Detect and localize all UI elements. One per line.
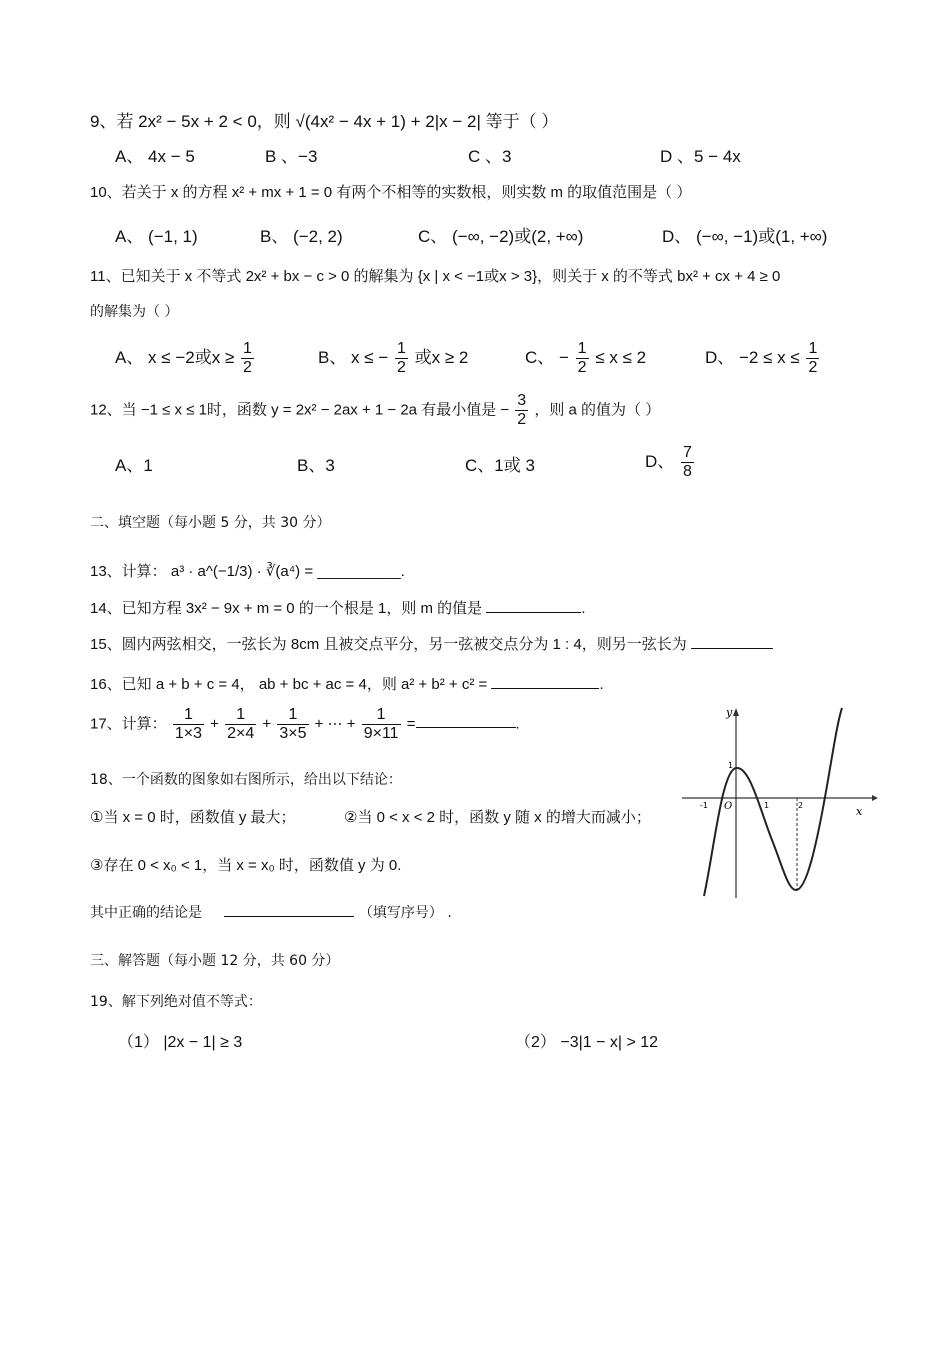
q9-option-a: A、 4x − 5: [115, 147, 195, 166]
q12-stem-fraction: [515, 392, 528, 429]
q10-option-b: B、 (−2, 2): [260, 227, 343, 246]
origin-label: O: [724, 801, 733, 812]
q19-part-1: （1） |2x − 1| ≥ 3: [118, 1034, 243, 1051]
tick-label-neg1: -1: [700, 801, 708, 810]
q12-option-d-den: 8: [683, 463, 692, 480]
q11-option-c-num: 1: [577, 340, 587, 357]
q11-option-a-label: A、 x ≤ −2或x ≥: [115, 347, 235, 367]
q12-option-c: C、1或 3: [465, 456, 535, 475]
q12-stem-num: 3: [517, 392, 527, 409]
q10-option-d: D、 (−∞, −1)或(1, +∞): [662, 227, 828, 246]
q9-option-b: B 、−3: [265, 147, 318, 166]
q11-option-b-label: B、 x ≤ −: [318, 347, 389, 367]
q18-conclusion-2: ②当 0 < x < 2 时，函数 y 随 x 的增大而减小；: [344, 809, 651, 826]
tick-label-2: 2: [798, 801, 804, 810]
q14-period: .: [581, 600, 586, 617]
q17-frac-3: [277, 706, 308, 743]
q17-frac-4-num: 1: [362, 706, 401, 725]
q17-frac-2: [225, 706, 256, 743]
q19-part-2: （2） −3|1 − x| > 12: [515, 1034, 659, 1051]
q17-frac-3-num: 1: [277, 706, 308, 725]
q12-option-b: B、3: [297, 456, 335, 475]
q18-answer-tail: （填写序号） .: [358, 905, 452, 921]
q11-option-b-num: 1: [397, 340, 406, 357]
q17-frac-1-den: 1×3: [174, 725, 202, 742]
q16-stem: 16、已知 a + b + c = 4， ab + bc + ac = 4，则 a² + b² + c² =: [90, 676, 488, 693]
x-axis-arrow: [872, 795, 878, 801]
q9-option-d: D 、5 − 4x: [660, 147, 741, 166]
q10-option-c: C、 (−∞, −2)或(2, +∞): [418, 227, 584, 246]
q14: [90, 596, 586, 619]
q11-option-b-den: 2: [397, 359, 406, 376]
q12-option-d-fraction: [681, 444, 694, 481]
q16: [90, 672, 604, 695]
function-graph: [680, 700, 880, 900]
q11-option-c-label: C、 −: [525, 347, 569, 367]
q11-option-b: [318, 340, 468, 377]
q17-frac-3-den: 3×5: [279, 725, 307, 742]
section-2-heading: 二、填空题（每小题 5 分，共 30 分）: [90, 515, 331, 531]
q16-answer-blank[interactable]: [491, 672, 599, 689]
q12-stem: [90, 392, 660, 429]
q9-stem: 9、若 2x² − 5x + 2 < 0，则 √(4x² − 4x + 1) + 2|x − 2| 等于（ ）: [90, 112, 559, 131]
tick-label-1: 1: [764, 801, 770, 810]
q15-answer-blank[interactable]: [691, 632, 773, 649]
q17-answer-blank[interactable]: [416, 711, 516, 728]
q18-conclusion-1: ①当 x = 0 时，函数值 y 最大；: [90, 809, 296, 826]
q18-conclusion-3: ③存在 0 < x₀ < 1，当 x = x₀ 时，函数值 y 为 0.: [90, 857, 402, 874]
q9-option-c: C 、3: [468, 147, 512, 166]
q11-option-c-tail: ≤ x ≤ 2: [595, 347, 647, 367]
q11-option-d-fraction: [806, 340, 819, 377]
q12-option-a: A、1: [115, 456, 153, 475]
q11-option-a-fraction: [241, 340, 254, 377]
q17: 17、计算： $\frac{1}{1\times 3}$ + $\frac{1}{2\times 4}$ + $\frac{1}{3\times 5}$ + ⋯ + $\frac{1}{9\times 11}$ = .: [90, 706, 520, 742]
q12-option-d-num: 7: [683, 444, 692, 461]
q11-stem-2: 的解集为（ ）: [90, 304, 179, 320]
q17-frac-2-den: 2×4: [227, 725, 255, 742]
q17-frac-4-den: 9×11: [363, 725, 399, 742]
q17-frac-4: [362, 706, 401, 743]
q17-pre: 17、计算：: [90, 715, 167, 733]
q11-option-b-fraction: [395, 340, 408, 377]
q11-option-a-den: 2: [243, 359, 252, 376]
y-tick-label-1: 1: [728, 761, 734, 770]
q11-option-d-den: 2: [808, 359, 818, 376]
q18-answer-line: [90, 900, 452, 923]
q18-answer-label: 其中正确的结论是: [90, 905, 202, 921]
q17-dots: + ⋯ +: [314, 715, 356, 733]
q10-stem: 10、若关于 x 的方程 x² + mx + 1 = 0 有两个不相等的实数根，则实数 m 的取值范围是（ ）: [90, 184, 692, 201]
q19-stem: 19、解下列绝对值不等式：: [90, 994, 262, 1010]
y-axis-arrow: [733, 708, 739, 716]
q14-stem: 14、已知方程 3x² − 9x + m = 0 的一个根是 1，则 m 的值是: [90, 600, 483, 617]
x-axis-label: x: [856, 805, 863, 818]
q15-stem: 15、圆内两弦相交，一弦长为 8cm 且被交点平分，另一弦被交点分为 1 : 4，则另一弦长为: [90, 636, 687, 653]
q12-stem-den: 2: [517, 411, 527, 428]
q12-option-d-label: D、: [645, 451, 675, 471]
q17-frac-1-num: 1: [173, 706, 204, 725]
q13: 13、计算： a³ · a^(−1/3) · ∛(a⁴) = __________.: [90, 563, 405, 580]
y-axis-label: y: [726, 706, 733, 719]
q11-option-a: [115, 340, 256, 377]
q11-option-a-num: 1: [243, 340, 252, 357]
q15: [90, 632, 773, 655]
q11-option-c: [525, 340, 646, 377]
q18-answer-blank[interactable]: [224, 900, 354, 917]
q17-eq: =: [406, 715, 416, 733]
q10-option-a: A、 (−1, 1): [115, 227, 198, 246]
q11-option-b-tail: 或x ≥ 2: [414, 347, 469, 367]
q16-period: .: [599, 676, 604, 693]
q12-stem-post: ，则 a 的值为（ ）: [534, 401, 661, 419]
q11-option-c-fraction: [576, 340, 589, 377]
q18-stem: 18、一个函数的图象如右图所示，给出以下结论：: [90, 772, 402, 788]
q11-option-d-num: 1: [808, 340, 818, 357]
q17-frac-1: [173, 706, 204, 743]
q17-period: .: [515, 715, 520, 733]
q11-option-c-den: 2: [577, 359, 587, 376]
q14-answer-blank[interactable]: [486, 596, 581, 613]
q11-stem: 11、已知关于 x 不等式 2x² + bx − c > 0 的解集为 {x | x < −1或x > 3}，则关于 x 的不等式 bx² + cx + 4 ≥ 0: [90, 268, 781, 285]
q11-option-d-label: D、 −2 ≤ x ≤: [705, 347, 800, 367]
section-3-heading: 三、解答题（每小题 12 分，共 60 分）: [90, 953, 340, 969]
q12-option-d: [645, 444, 696, 481]
q12-stem-pre: 12、当 −1 ≤ x ≤ 1时，函数 y = 2x² − 2ax + 1 − 2a 有最小值是 −: [90, 401, 510, 419]
q11-option-d: [705, 340, 821, 377]
q17-frac-2-num: 1: [225, 706, 256, 725]
